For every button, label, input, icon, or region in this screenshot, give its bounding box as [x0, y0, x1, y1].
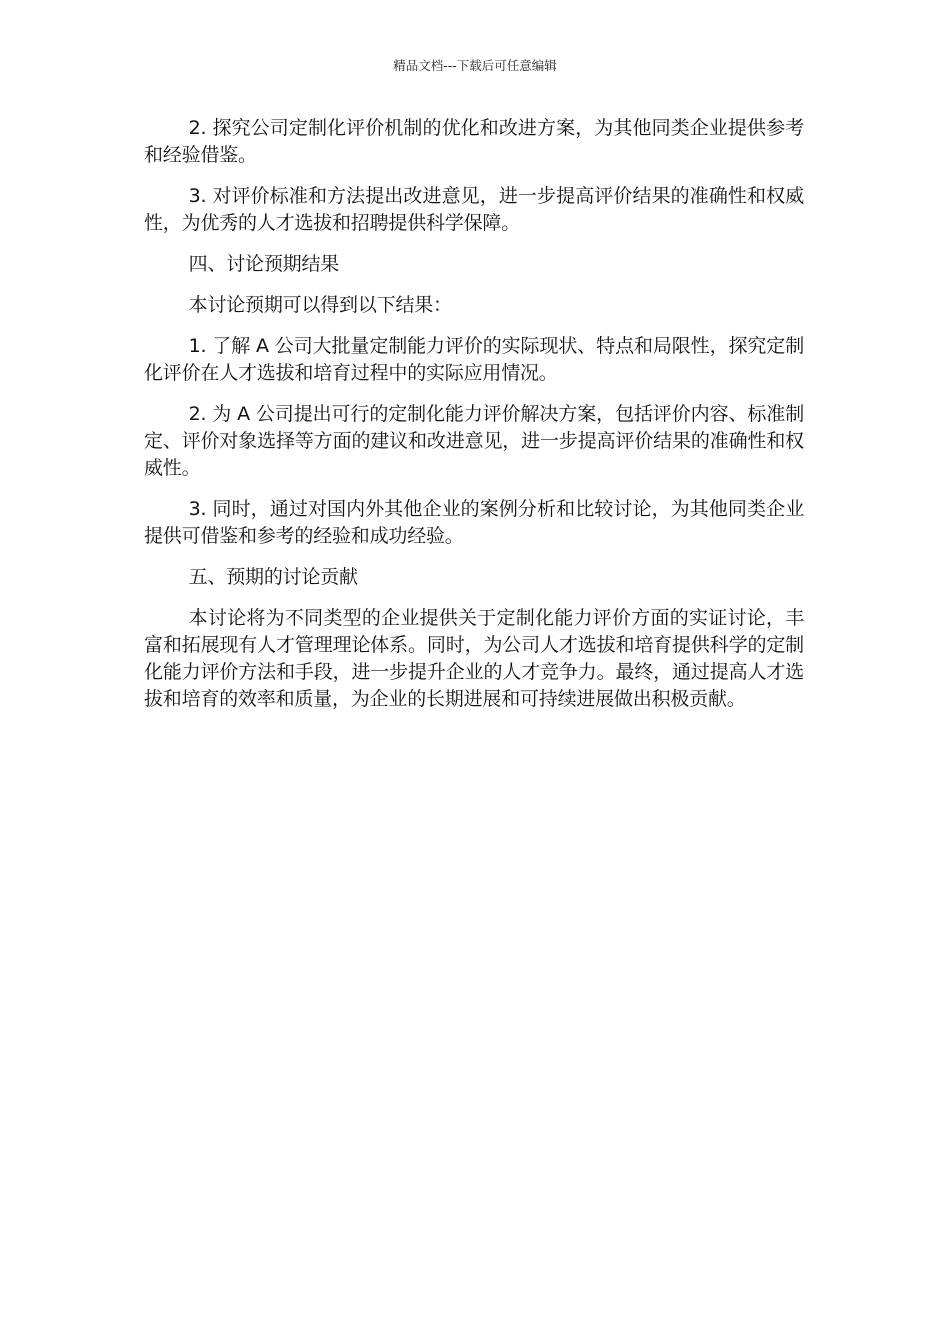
paragraph-results-intro: 本讨论预期可以得到以下结果：	[188, 294, 452, 316]
section-heading-contribution: 五、预期的讨论贡献	[188, 566, 358, 588]
paragraph-contribution: 本讨论将为不同类型的企业提供关于定制化能力评价方面的实证讨论，丰富和拓展现有人才管理理论体系。同时，为公司人才选拔和培育提供科学的定制化能力评价方法和手段，进一步提升企业的人才竞争力。最终，通过提高人才选拔和培育的效率和质量，为企业的长期进展和可持续进展做出积极贡献。	[144, 607, 804, 710]
paragraph-objective-2: 2. 探究公司定制化评价机制的优化和改进方案，为其他同类企业提供参考和经验借鉴。	[144, 117, 804, 166]
paragraph-result-3: 3. 同时，通过对国内外其他企业的案例分析和比较讨论，为其他同类企业提供可借鉴和参考的经验和成功经验。	[144, 498, 804, 547]
document-body	[144, 115, 804, 727]
section-heading-expected-results: 四、讨论预期结果	[188, 253, 340, 275]
paragraph-result-2: 2. 为 A 公司提出可行的定制化能力评价解决方案，包括评价内容、标准制定、评价对象选择等方面的建议和改进意见，进一步提高评价结果的准确性和权威性。	[144, 403, 804, 479]
page-header: 精品文档---下载后可任意编辑	[393, 58, 557, 73]
paragraph-objective-3: 3. 对评价标准和方法提出改进意见，进一步提高评价结果的准确性和权威性，为优秀的人才选拔和招聘提供科学保障。	[144, 185, 804, 234]
paragraph-result-1: 1. 了解 A 公司大批量定制能力评价的实际现状、特点和局限性，探究定制化评价在人才选拔和培育过程中的实际应用情况。	[144, 335, 804, 384]
